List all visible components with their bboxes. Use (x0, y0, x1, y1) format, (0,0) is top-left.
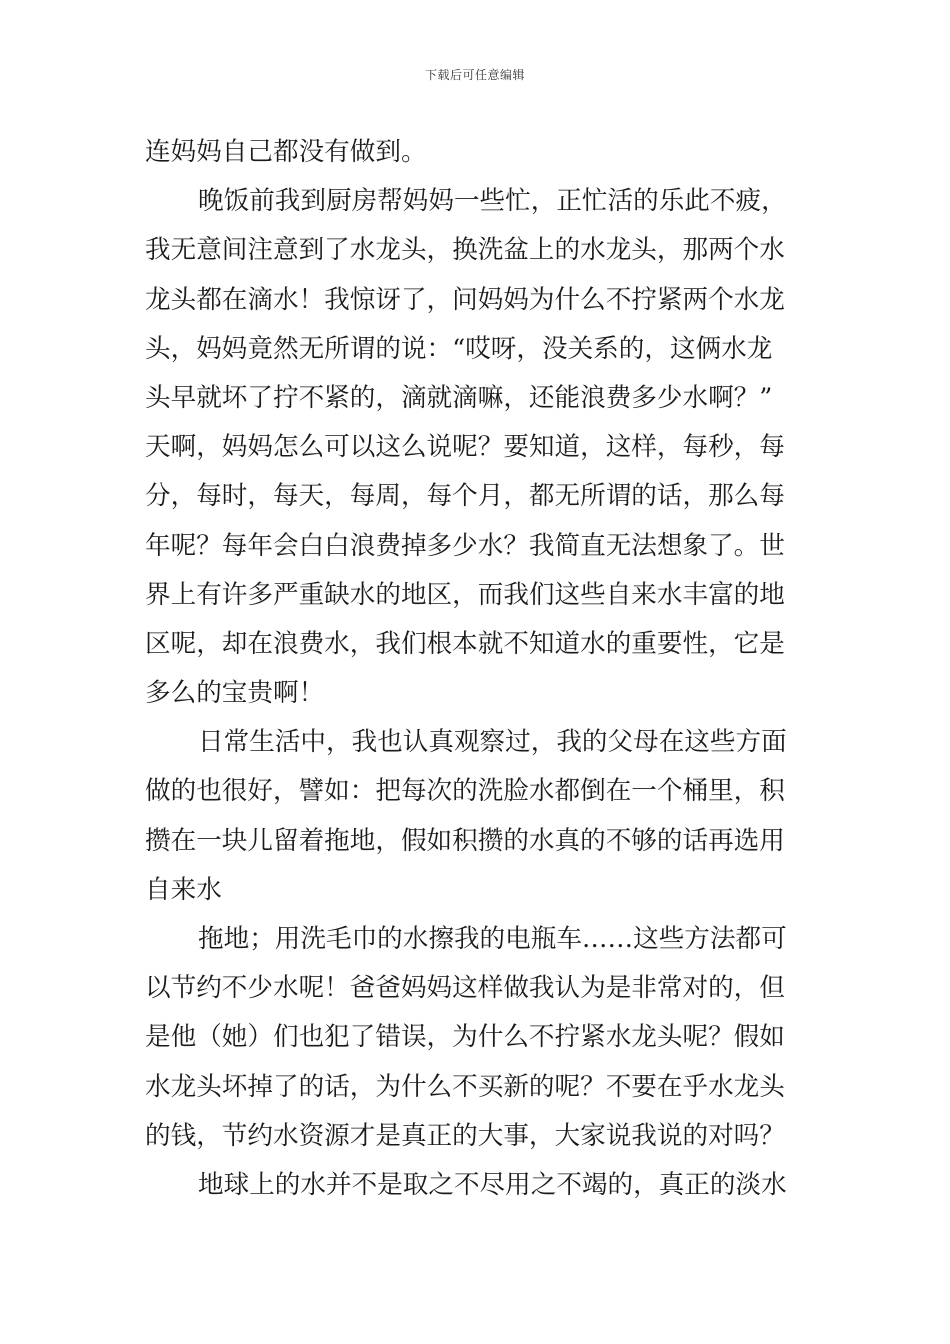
text-line: 头早就坏了拧不紧的，滴就滴嘛，还能浪费多少水啊？” (145, 382, 773, 413)
text-line: 的钱，节约水资源才是真正的大事，大家说我说的对吗？ (145, 1120, 785, 1151)
text-line: 天啊，妈妈怎么可以这么说呢？要知道，这样，每秒，每 (145, 432, 785, 463)
text-line: 以节约不少水呢！爸爸妈妈这样做我认为是非常对的，但 (145, 973, 785, 1004)
text-line: 攒在一块儿留着拖地，假如积攒的水真的不够的话再选用 (145, 825, 785, 856)
page-header: 下载后可任意编辑 (424, 68, 525, 82)
text-line: 自来水 (145, 874, 222, 905)
text-line: 我无意间注意到了水龙头，换洗盆上的水龙头，那两个水 (145, 235, 785, 266)
text-line: 是他（她）们也犯了错误，为什么不拧紧水龙头呢？假如 (145, 1022, 785, 1053)
text-line: 头，妈妈竟然无所谓的说：“哎呀，没关系的，这俩水龙 (145, 333, 773, 364)
text-line: 水龙头坏掉了的话，为什么不买新的呢？不要在乎水龙头 (145, 1071, 785, 1102)
text-line: 连妈妈自己都没有做到。 (145, 137, 427, 167)
text-line: 分，每时，每天，每周，每个月，都无所谓的话，那么每 (145, 481, 785, 512)
text-line: 多么的宝贵啊！ (145, 678, 325, 709)
paragraph-start-line: 晚饭前我到厨房帮妈妈一些忙，正忙活的乐此不疲， (198, 186, 787, 217)
text-line: 界上有许多严重缺水的地区，而我们这些自来水丰富的地 (145, 579, 785, 610)
text-line: 龙头都在滴水！我惊讶了，问妈妈为什么不拧紧两个水龙 (145, 284, 785, 315)
paragraph-start-line: 日常生活中，我也认真观察过，我的父母在这些方面 (198, 727, 787, 758)
paragraph-start-line: 拖地；用洗毛巾的水擦我的电瓶车……这些方法都可 (198, 924, 787, 954)
body-text (145, 128, 807, 1210)
text-line: 做的也很好，譬如：把每次的洗脸水都倒在一个桶里，积 (145, 776, 785, 807)
text-line: 区呢，却在浪费水，我们根本就不知道水的重要性，它是 (145, 628, 785, 659)
text-line: 年呢？每年会白白浪费掉多少水？我简直无法想象了。世 (145, 530, 785, 561)
paragraph-start-line: 地球上的水并不是取之不尽用之不竭的，真正的淡水 (198, 1169, 787, 1200)
